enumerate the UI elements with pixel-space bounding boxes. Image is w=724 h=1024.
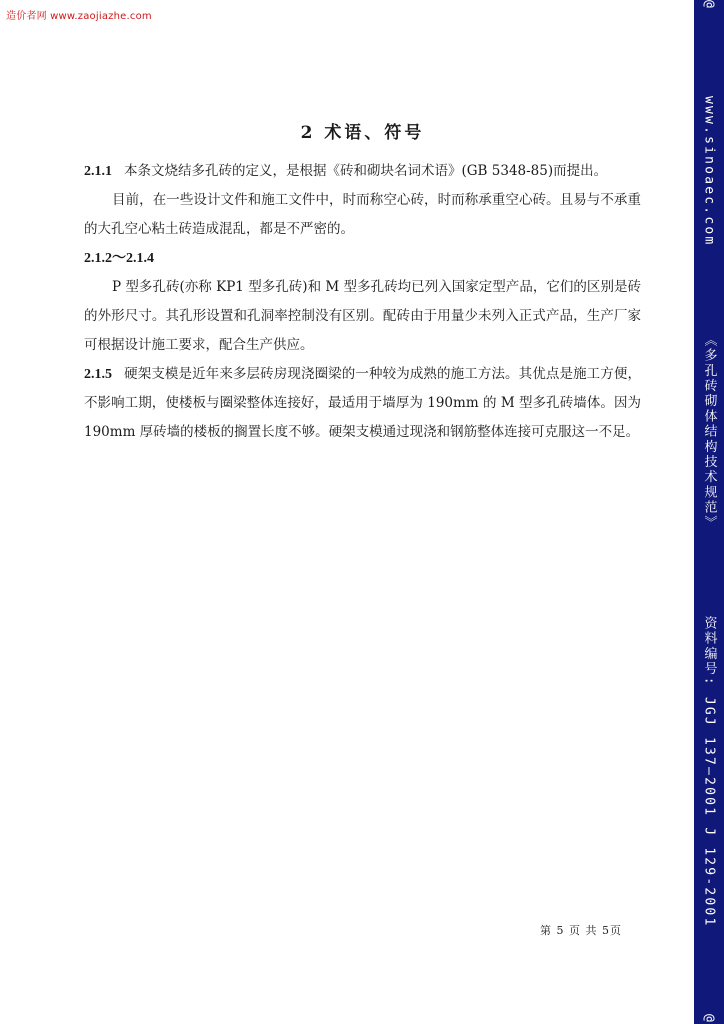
clause-2-1-1 xyxy=(84,157,641,186)
page-number: 第 5 页 共 5页 xyxy=(540,924,622,937)
sidebar-banner xyxy=(694,0,724,1024)
clause-2-1-5 xyxy=(84,360,641,447)
sidebar-text xyxy=(694,0,724,1024)
clause-paragraph: 目前，在一些设计文件和施工文件中，时而称空心砖，时而称承重空心砖。且易与不承重的大孔空心粘土砖造成混乱，都是不严密的。 xyxy=(84,192,641,237)
document-body xyxy=(84,118,641,447)
clause-number: 2.1.1 xyxy=(84,164,112,179)
watermark-text: 造价者网 www.zaojiazhe.com xyxy=(6,11,152,22)
clause-text: 本条文烧结多孔砖的定义，是根据《砖和砌块名词术语》(GB 5348-85)而提出。 xyxy=(124,163,608,179)
sidebar-at-bottom: @ xyxy=(701,1013,717,1024)
sidebar-at-top: @ xyxy=(701,0,717,11)
sidebar-website: www.sinoaec.com xyxy=(701,96,717,247)
clause-heading-2-1-2: 2.1.2～2.1.4 xyxy=(84,251,154,266)
clause-text: 硬架支模是近年来多层砖房现浇圈梁的一种较为成熟的施工方法。其优点是施工方便，不影响工期，使楼板与圈梁整体连接好，最适用于墙厚为 190mm 的 M 型多孔砖墙体。因为 190mm 厚砖墙的楼板的搁置长度不够。硬架支模通过现浇和钢筋整体连接可克服这一不足。 xyxy=(84,366,641,440)
clause-number: 2.1.5 xyxy=(84,367,112,382)
section-title: 2 术语、符号 xyxy=(300,123,425,143)
clause-paragraph: P 型多孔砖(亦称 KP1 型多孔砖)和 M 型多孔砖均已列入国家定型产品，它们的区别是砖的外形尺寸。其孔形设置和孔洞率控制没有区别。配砖由于用量少未列入正式产品，生产厂家可根据设计施工要求，配合生产供应。 xyxy=(84,279,641,353)
sidebar-doc-number: 资料编号: JGJ 137—2001 J 129-2001 xyxy=(701,616,717,928)
sidebar-doc-title: 《多孔砖砌体结构技术规范》 xyxy=(701,332,717,531)
